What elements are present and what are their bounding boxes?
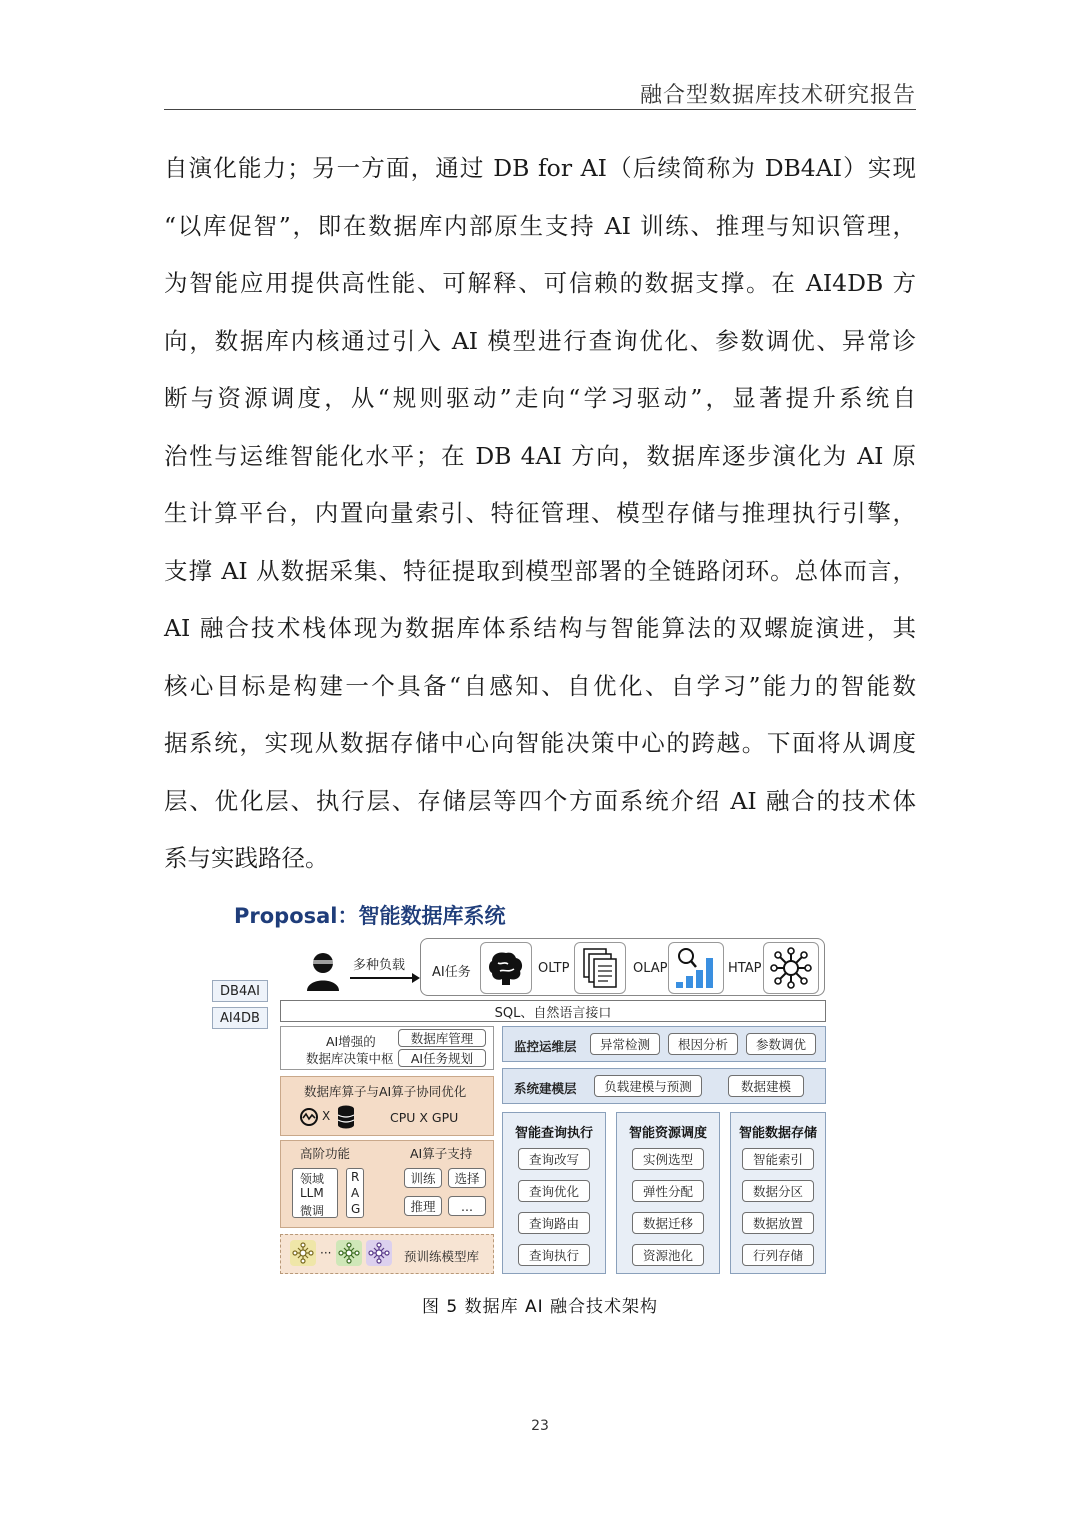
figure-caption: 图 5 数据库 AI 融合技术架构 — [421, 1297, 659, 1317]
body-line: 向，数据库内核通过引入 AI 模型进行查询优化、参数调优、异常诊 — [164, 326, 916, 355]
monitor-title: 监控运维层 — [514, 1039, 577, 1054]
body-line: 核心目标是构建一个具备“自感知、自优化、自学习”能力的智能数 — [164, 671, 916, 700]
page-number: 23 — [531, 1418, 549, 1434]
chip-select: 选择 — [448, 1168, 486, 1188]
chip-row-column-storage: 行列存储 — [742, 1244, 814, 1266]
documents-icon — [574, 942, 626, 994]
chip-workload-modeling: 负载建模与预测 — [594, 1075, 702, 1097]
architecture-figure — [212, 896, 832, 1281]
body-line: 据系统，实现从数据存储中心向智能决策中心的跨越。下面将从调度 — [164, 729, 916, 757]
decision-label-line2: 数据库决策中枢 — [306, 1051, 394, 1066]
coopt-title: 数据库算子与AI算子协同优化 — [304, 1084, 467, 1099]
header-rule — [164, 109, 916, 110]
column-title: 智能查询执行 — [514, 1126, 593, 1141]
finetune-line-3: 微调 — [300, 1204, 325, 1218]
body-line: 自演化能力；另一方面，通过 DB for AI（后续简称为 DB4AI）实现 — [164, 154, 916, 182]
coopt-x-mark: X — [322, 1109, 331, 1123]
body-line: 治性与运维智能化水平；在 DB 4AI 方向，数据库逐步演化为 AI 原 — [164, 441, 916, 470]
chip-smart-index: 智能索引 — [742, 1148, 814, 1170]
ai-chip-icon — [298, 1106, 320, 1128]
coopt-hardware: CPU X GPU — [390, 1110, 459, 1125]
chip-db-management: 数据库管理 — [398, 1029, 486, 1047]
pretrained-label: 预训练模型库 — [404, 1249, 480, 1264]
model-icon — [290, 1240, 316, 1266]
body-line: 生计算平台，内置向量索引、特征管理、模型存储与推理执行引擎， — [164, 499, 916, 527]
brain-icon — [480, 942, 532, 994]
network-hub-icon — [763, 942, 819, 994]
workload-htap: HTAP — [728, 961, 762, 976]
chip-query-exec: 查询执行 — [518, 1244, 590, 1266]
header-title: 融合型数据库技术研究报告 — [639, 83, 916, 108]
database-icon — [336, 1104, 356, 1130]
interface-bar: SQL、自然语言接口 — [280, 1000, 826, 1022]
decision-label-line1: AI增强的 — [326, 1034, 376, 1049]
workload-label: 多种负载 — [353, 958, 406, 973]
chip-infer: 推理 — [404, 1196, 442, 1216]
chip-train: 训练 — [404, 1168, 442, 1188]
model-icon — [336, 1240, 362, 1266]
chip-query-optimize: 查询优化 — [518, 1180, 590, 1202]
finetune-line-2: LLM — [300, 1186, 324, 1200]
tag-db4ai: DB4AI — [212, 980, 268, 1002]
body-line: AI 融合技术栈体现为数据库体系结构与智能算法的双螺旋演进，其 — [164, 614, 916, 642]
ai-ops-title: AI算子支持 — [410, 1146, 473, 1161]
chip-resource-pooling: 资源池化 — [632, 1244, 704, 1266]
body-line: 层、优化层、执行层、存储层等四个方面系统介绍 AI 融合的技术体 — [164, 786, 916, 815]
chip-data-migration: 数据迁移 — [632, 1212, 704, 1234]
body-line: 为智能应用提供高性能、可解释、可信赖的数据支撑。在 AI4DB 方 — [164, 269, 916, 297]
finetune-line-1: 领域 — [300, 1172, 325, 1186]
pretrained-dots: ··· — [320, 1246, 332, 1260]
chip-elastic-alloc: 弹性分配 — [632, 1180, 704, 1202]
chip-param-tuning: 参数调优 — [746, 1033, 816, 1055]
workload-oltp: OLTP — [538, 961, 570, 976]
workload-ai-task: AI任务 — [432, 965, 471, 980]
user-icon — [304, 951, 342, 991]
rag-line-3: G — [351, 1202, 361, 1216]
workload-olap: OLAP — [633, 961, 668, 976]
tag-ai4db: AI4DB — [212, 1007, 268, 1029]
arrow-right-icon — [350, 972, 420, 984]
chip-data-placement: 数据放置 — [742, 1212, 814, 1234]
chip-query-route: 查询路由 — [518, 1212, 590, 1234]
column-title: 智能数据存储 — [738, 1126, 817, 1141]
modeling-title: 系统建模层 — [514, 1081, 577, 1096]
rag-line-1: R — [351, 1170, 360, 1184]
advanced-title: 高阶功能 — [300, 1146, 351, 1161]
chip-data-modeling: 数据建模 — [728, 1075, 804, 1097]
model-icon — [366, 1240, 392, 1266]
chip-ai-task-planning: AI任务规划 — [398, 1049, 486, 1067]
body-line: “以库促智”，即在数据库内部原生支持 AI 训练、推理与知识管理， — [164, 211, 916, 240]
rag-line-2: A — [351, 1186, 360, 1200]
chip-query-rewrite: 查询改写 — [518, 1148, 590, 1170]
chip-anomaly-detection: 异常检测 — [590, 1033, 660, 1055]
body-line: 系与实践路径。 — [164, 844, 329, 872]
body-paragraph — [164, 140, 916, 888]
figure-title: Proposal：智能数据库系统 — [234, 904, 506, 928]
column-title: 智能资源调度 — [628, 1126, 707, 1141]
chip-instance-select: 实例选型 — [632, 1148, 704, 1170]
body-line: 支撑 AI 从数据采集、特征提取到模型部署的全链路闭环。总体而言， — [164, 556, 916, 585]
body-line: 断与资源调度，从“规则驱动”走向“学习驱动”，显著提升系统自 — [164, 384, 916, 412]
chip-more: ... — [448, 1196, 486, 1216]
chip-root-cause: 根因分析 — [668, 1033, 738, 1055]
chip-data-partition: 数据分区 — [742, 1180, 814, 1202]
analytics-icon — [668, 942, 724, 994]
